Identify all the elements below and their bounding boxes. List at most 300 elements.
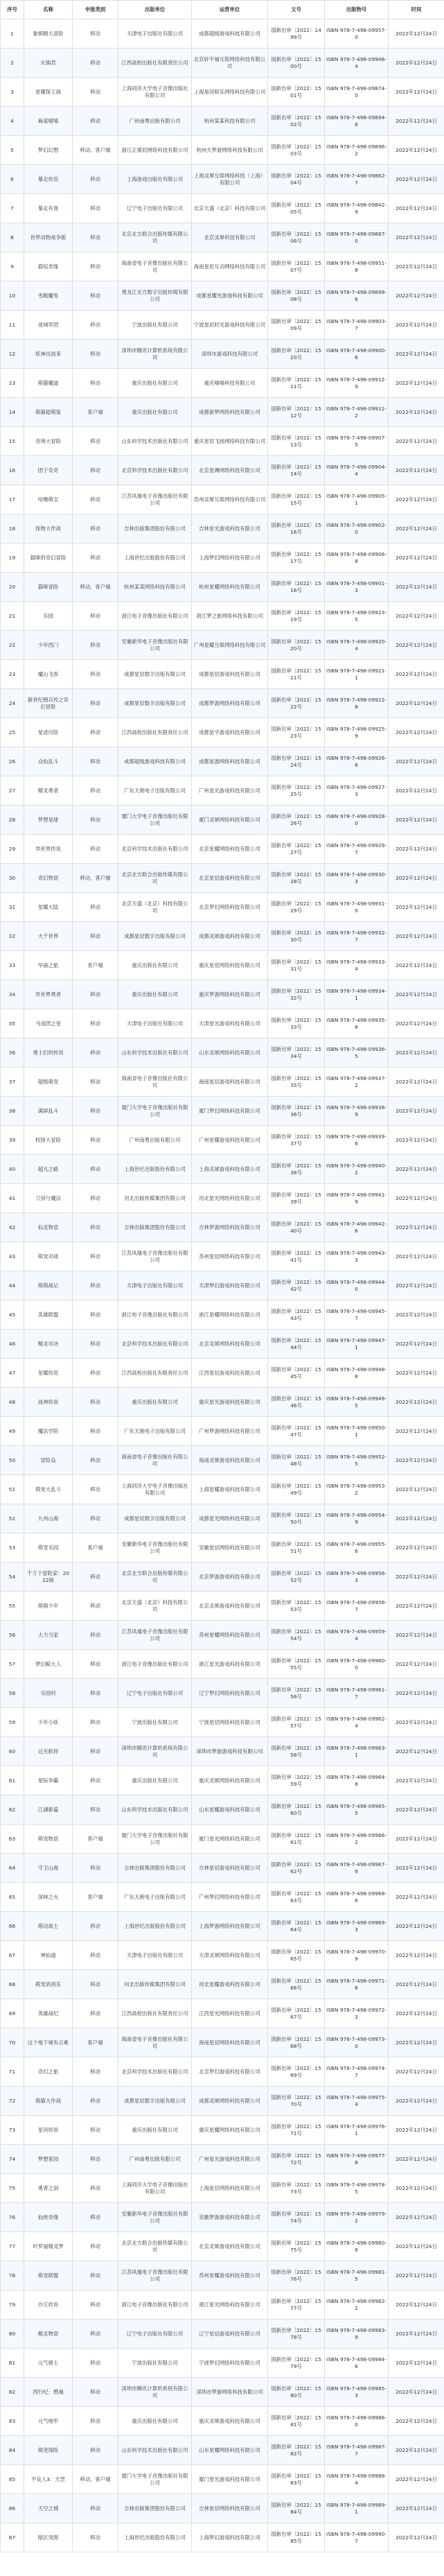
publisher-cell: 广东天朗电子出版有限公司 bbox=[118, 1883, 192, 1912]
table-row bbox=[1, 49, 444, 78]
name-cell: 火锅君 bbox=[24, 49, 73, 78]
table-row bbox=[1, 2320, 444, 2349]
date-cell: 2022年12月24日 bbox=[389, 1417, 444, 1446]
date-cell: 2022年12月24日 bbox=[389, 107, 444, 136]
name-cell: 精灵物语 bbox=[24, 2320, 73, 2349]
name-cell: 超凡之路 bbox=[24, 1155, 73, 1184]
category-cell: 移动 bbox=[73, 689, 118, 718]
date-cell: 2022年12月24日 bbox=[389, 2465, 444, 2494]
publisher-cell: 上海世纪出版股份有限公司 bbox=[118, 2523, 192, 2552]
publisher-cell: 厦门大学电子音像出版社有限公司 bbox=[118, 2465, 192, 2494]
approval-no-cell: 国新出审〔2022〕1565号 bbox=[268, 1941, 325, 1970]
operator-cell: 辽宁梦幻网络科技有限公司 bbox=[192, 1679, 268, 1708]
name-cell: 异世界传说 bbox=[24, 835, 73, 864]
category-cell: 移动 bbox=[73, 49, 118, 78]
publisher-cell: 江苏凤凰电子音像出版社有限公司 bbox=[118, 1242, 192, 1271]
publisher-cell: 宁波出版社有限公司 bbox=[118, 2349, 192, 2378]
publisher-cell: 厦门大学电子音像出版社有限公司 bbox=[118, 1097, 192, 1126]
table-row bbox=[1, 2087, 444, 2116]
table-row bbox=[1, 2028, 444, 2057]
approval-no-cell: 国新出审〔2022〕1555号 bbox=[268, 1650, 325, 1679]
approval-no-cell: 国新出审〔2022〕1534号 bbox=[268, 1038, 325, 1068]
index-cell: 63 bbox=[1, 1825, 24, 1854]
approval-no-cell: 国新出审〔2022〕1552号 bbox=[268, 1563, 325, 1592]
category-cell: 移动 bbox=[73, 2407, 118, 2436]
index-cell: 46 bbox=[1, 1330, 24, 1359]
table-row bbox=[1, 1999, 444, 2028]
date-cell: 2022年12月24日 bbox=[389, 1068, 444, 1097]
operator-cell: 北京灵犀游戏科技有限公司 bbox=[192, 2232, 268, 2261]
approval-no-cell: 国新出审〔2022〕1579号 bbox=[268, 2349, 325, 2378]
operator-cell: 重庆星光游戏科技有限公司 bbox=[192, 1388, 268, 1417]
category-cell: 移动、客户端 bbox=[73, 864, 118, 893]
isbn-cell: ISBN 978-7-498-09842-9 bbox=[325, 194, 389, 223]
operator-cell: 厦门梦幻网络科技有限公司 bbox=[192, 1097, 268, 1126]
approval-no-cell: 国新出审〔2022〕1537号 bbox=[268, 1126, 325, 1155]
date-cell: 2022年12月24日 bbox=[389, 223, 444, 252]
table-row bbox=[1, 136, 444, 165]
approval-no-cell: 国新出审〔2022〕1569号 bbox=[268, 2057, 325, 2087]
name-cell: 梦想家园 bbox=[24, 2145, 73, 2174]
table-row bbox=[1, 922, 444, 951]
name-cell: 元气地牢 bbox=[24, 2407, 73, 2436]
approval-no-cell: 国新出审〔2022〕1566号 bbox=[268, 1970, 325, 1999]
category-cell: 移动 bbox=[73, 2494, 118, 2523]
isbn-cell: ISBN 978-7-498-09976-1 bbox=[325, 2116, 389, 2145]
category-cell: 移动 bbox=[73, 1970, 118, 1999]
publisher-cell: 重庆出版社有限公司 bbox=[118, 980, 192, 1009]
isbn-cell: ISBN 978-7-498-09927-3 bbox=[325, 776, 389, 806]
table-row bbox=[1, 1883, 444, 1912]
operator-cell: 深圳市游戏科技有限公司 bbox=[192, 340, 268, 369]
publisher-cell: 吉林出版集团股份有限公司 bbox=[118, 1213, 192, 1242]
index-cell: 47 bbox=[1, 1359, 24, 1388]
operator-cell: 成都游梦网络科技有限公司 bbox=[192, 398, 268, 427]
approval-no-cell: 国新出审〔2022〕1525号 bbox=[268, 776, 325, 806]
date-cell: 2022年12月24日 bbox=[389, 1883, 444, 1912]
name-cell: 沙丘传说 bbox=[24, 2290, 73, 2320]
index-cell: 73 bbox=[1, 2116, 24, 2145]
index-cell: 53 bbox=[1, 1533, 24, 1563]
table-row bbox=[1, 1009, 444, 1038]
isbn-cell: ISBN 978-7-498-09989-1 bbox=[325, 2494, 389, 2523]
name-cell: 仙灵物语 bbox=[24, 1213, 73, 1242]
approval-no-cell: 国新出审〔2022〕1511号 bbox=[268, 369, 325, 398]
operator-cell: 杭州某某科技有限公司 bbox=[192, 107, 268, 136]
name-cell: 萌猫超萌宴 bbox=[24, 398, 73, 427]
name-cell: 萌萌少年 bbox=[24, 1592, 73, 1621]
operator-cell: 北京梦幻游戏科技有限公司 bbox=[192, 2057, 268, 2087]
approval-no-cell: 国新出审〔2022〕1547号 bbox=[268, 1417, 325, 1446]
date-cell: 2022年12月24日 bbox=[389, 1038, 444, 1068]
category-cell: 移动 bbox=[73, 2523, 118, 2552]
operator-cell: 天津星光游戏科技有限公司 bbox=[192, 1009, 268, 1038]
category-cell: 移动 bbox=[73, 1155, 118, 1184]
category-cell: 移动 bbox=[73, 1621, 118, 1650]
operator-cell: 上海灵犀互娱网络科技（上海）有限公司 bbox=[192, 165, 268, 194]
index-cell: 31 bbox=[1, 893, 24, 922]
publisher-cell: 重庆出版社有限公司 bbox=[118, 398, 192, 427]
isbn-cell: ISBN 978-7-498-09952-5 bbox=[325, 1446, 389, 1475]
operator-cell: 杭州星耀网络科技有限公司 bbox=[192, 573, 268, 602]
operator-cell: 厦门星光网络科技有限公司 bbox=[192, 1825, 268, 1854]
approval-no-cell: 国新出审〔2022〕1517号 bbox=[268, 543, 325, 573]
isbn-cell: ISBN 978-7-498-09955-6 bbox=[325, 1533, 389, 1563]
table-row bbox=[1, 747, 444, 776]
operator-cell: 重庆梦游网络科技有限公司 bbox=[192, 980, 268, 1009]
approval-no-cell: 国新出审〔2022〕1509号 bbox=[268, 311, 325, 340]
approval-no-cell: 国新出审〔2022〕1506号 bbox=[268, 223, 325, 252]
index-cell: 85 bbox=[1, 2465, 24, 2494]
date-cell: 2022年12月24日 bbox=[389, 980, 444, 1009]
table-row bbox=[1, 1068, 444, 1097]
approval-no-cell: 国新出审〔2022〕1560号 bbox=[268, 1795, 325, 1825]
category-cell: 移动 bbox=[73, 281, 118, 311]
publisher-cell: 深圳市腾讯计算机系统有限公司 bbox=[118, 2378, 192, 2407]
operator-cell: 重庆星宸飞扬网络科技有限公司 bbox=[192, 427, 268, 456]
category-cell: 客户端 bbox=[73, 951, 118, 980]
approval-no-cell: 国新出审〔2022〕1532号 bbox=[268, 980, 325, 1009]
index-cell: 2 bbox=[1, 49, 24, 78]
approval-no-cell: 国新出审〔2022〕1526号 bbox=[268, 806, 325, 835]
name-cell: 雪殿魔兔 bbox=[24, 281, 73, 311]
table-row bbox=[1, 2465, 444, 2494]
publisher-cell: 成都星辰数字出版有限公司 bbox=[118, 689, 192, 718]
category-cell: 移动 bbox=[73, 1737, 118, 1766]
approval-no-cell: 国新出审〔2022〕1574号 bbox=[268, 2203, 325, 2232]
category-cell: 移动 bbox=[73, 718, 118, 747]
date-cell: 2022年12月24日 bbox=[389, 398, 444, 427]
table-row bbox=[1, 1038, 444, 1068]
table-row bbox=[1, 2523, 444, 2552]
category-cell: 移动 bbox=[73, 543, 118, 573]
isbn-cell: ISBN 978-7-498-09940-2 bbox=[325, 1155, 389, 1184]
name-cell: 咕噜萌宝 bbox=[24, 485, 73, 514]
index-cell: 44 bbox=[1, 1271, 24, 1300]
table-row bbox=[1, 1475, 444, 1504]
publisher-cell: 吉林出版集团股份有限公司 bbox=[118, 1854, 192, 1883]
header-category: 申报类别 bbox=[73, 1, 118, 19]
operator-cell: 上海星耀游戏科技有限公司 bbox=[192, 1475, 268, 1504]
category-cell: 移动 bbox=[73, 1795, 118, 1825]
category-cell: 移动 bbox=[73, 223, 118, 252]
table-row bbox=[1, 485, 444, 514]
operator-cell: 上海梦幻网络科技有限公司 bbox=[192, 543, 268, 573]
operator-cell: 重庆灵犀网络科技有限公司 bbox=[192, 1766, 268, 1795]
approval-no-cell: 国新出审〔2022〕1520号 bbox=[268, 631, 325, 660]
name-cell: 猫咪冒险 bbox=[24, 573, 73, 602]
publisher-cell: 重庆出版社有限公司 bbox=[118, 2116, 192, 2145]
approval-no-cell: 国新出审〔2022〕1584号 bbox=[268, 2494, 325, 2523]
approval-no-cell: 国新出审〔2022〕1582号 bbox=[268, 2436, 325, 2465]
approval-no-cell: 国新出审〔2022〕1564号 bbox=[268, 1912, 325, 1941]
name-cell: 星际争霸 bbox=[24, 1766, 73, 1795]
date-cell: 2022年12月24日 bbox=[389, 2232, 444, 2261]
operator-cell: 广州星光游戏科技有限公司 bbox=[192, 776, 268, 806]
table-row bbox=[1, 456, 444, 485]
isbn-cell: ISBN 978-7-498-09962-4 bbox=[325, 1708, 389, 1737]
category-cell: 移动 bbox=[73, 2145, 118, 2174]
date-cell: 2022年12月24日 bbox=[389, 340, 444, 369]
category-cell: 移动 bbox=[73, 1213, 118, 1242]
header-isbn: 出版物号 bbox=[325, 1, 389, 19]
name-cell: 守卫山海 bbox=[24, 1854, 73, 1883]
date-cell: 2022年12月24日 bbox=[389, 1970, 444, 1999]
publisher-cell: 上海同济大学电子音像出版社有限公司 bbox=[118, 1475, 192, 1504]
date-cell: 2022年12月24日 bbox=[389, 1504, 444, 1533]
table-row bbox=[1, 2057, 444, 2087]
operator-cell: 成都梦游网络科技有限公司 bbox=[192, 689, 268, 718]
approval-no-cell: 国新出审〔2022〕1528号 bbox=[268, 864, 325, 893]
operator-cell: 北京梦幻网络科技有限公司 bbox=[192, 893, 268, 922]
category-cell: 移动 bbox=[73, 2232, 118, 2261]
date-cell: 2022年12月24日 bbox=[389, 1359, 444, 1388]
category-cell: 客户端 bbox=[73, 1883, 118, 1912]
name-cell: 精灵对决 bbox=[24, 1330, 73, 1359]
category-cell: 客户端 bbox=[73, 1533, 118, 1563]
header-operator: 运营单位 bbox=[192, 1, 268, 19]
approval-no-cell: 国新出审〔2022〕1543号 bbox=[268, 1300, 325, 1330]
publisher-cell: 广东天朗电子出版有限公司 bbox=[118, 1417, 192, 1446]
operator-cell: 北京灵犀科技有限公司 bbox=[192, 223, 268, 252]
index-cell: 68 bbox=[1, 1970, 24, 1999]
publisher-cell: 山东科学技术出版社有限公司 bbox=[118, 1795, 192, 1825]
name-cell: 萌宠大乱斗 bbox=[24, 1475, 73, 1504]
date-cell: 2022年12月24日 bbox=[389, 194, 444, 223]
operator-cell: 宁波梦幻网络科技有限公司 bbox=[192, 2349, 268, 2378]
index-cell: 1 bbox=[1, 19, 24, 49]
approval-no-cell: 国新出审〔2022〕1515号 bbox=[268, 485, 325, 514]
name-cell: 暴走传说 bbox=[24, 165, 73, 194]
date-cell: 2022年12月24日 bbox=[389, 456, 444, 485]
isbn-cell: ISBN 978-7-498-09926-6 bbox=[325, 747, 389, 776]
name-cell: 元气骑士 bbox=[24, 2349, 73, 2378]
approval-no-cell: 国新出审〔2022〕1502号 bbox=[268, 107, 325, 136]
isbn-cell: ISBN 978-7-498-09944-0 bbox=[325, 1271, 389, 1300]
date-cell: 2022年12月24日 bbox=[389, 660, 444, 689]
category-cell: 移动 bbox=[73, 1475, 118, 1504]
table-row bbox=[1, 2290, 444, 2320]
index-cell: 34 bbox=[1, 980, 24, 1009]
table-row bbox=[1, 2232, 444, 2261]
table-row bbox=[1, 2261, 444, 2290]
approval-no-cell: 国新出审〔2022〕1545号 bbox=[268, 1359, 325, 1388]
name-cell: 麻雀嘻嘻 bbox=[24, 107, 73, 136]
isbn-cell: ISBN 978-7-498-09887-0 bbox=[325, 223, 389, 252]
isbn-cell: ISBN 978-7-498-09983-9 bbox=[325, 2320, 389, 2349]
index-cell: 59 bbox=[1, 1708, 24, 1737]
date-cell: 2022年12月24日 bbox=[389, 1854, 444, 1883]
isbn-cell: ISBN 978-7-498-09982-2 bbox=[325, 2290, 389, 2320]
name-cell: 异世界勇者 bbox=[24, 980, 73, 1009]
publisher-cell: 山东科学技术出版社有限公司 bbox=[118, 2436, 192, 2465]
date-cell: 2022年12月24日 bbox=[389, 2290, 444, 2320]
date-cell: 2022年12月24日 bbox=[389, 1912, 444, 1941]
isbn-cell: ISBN 978-7-498-09902-0 bbox=[325, 514, 389, 543]
date-cell: 2022年12月24日 bbox=[389, 573, 444, 602]
date-cell: 2022年12月24日 bbox=[389, 2349, 444, 2378]
name-cell: 校园大冒险 bbox=[24, 1126, 73, 1155]
publisher-cell: 江苏凤凰电子音像出版社有限公司 bbox=[118, 1621, 192, 1650]
operator-cell: 浙江星耀网络科技有限公司 bbox=[192, 1300, 268, 1330]
approval-no-cell: 国新出审〔2022〕1577号 bbox=[268, 2290, 325, 2320]
category-cell: 移动 bbox=[73, 1679, 118, 1708]
isbn-cell: ISBN 978-7-498-09898-6 bbox=[325, 281, 389, 311]
date-cell: 2022年12月24日 bbox=[389, 2116, 444, 2145]
date-cell: 2022年12月24日 bbox=[389, 369, 444, 398]
table-row bbox=[1, 718, 444, 747]
index-cell: 37 bbox=[1, 1068, 24, 1097]
operator-cell: 江西星光网络科技有限公司 bbox=[192, 1999, 268, 2028]
isbn-cell: ISBN 978-7-498-09968-6 bbox=[325, 1883, 389, 1912]
table-row bbox=[1, 369, 444, 398]
operator-cell: 重庆喵喵科技有限公司 bbox=[192, 369, 268, 398]
date-cell: 2022年12月24日 bbox=[389, 252, 444, 281]
category-cell: 移动 bbox=[73, 1999, 118, 2028]
category-cell: 移动 bbox=[73, 2261, 118, 2290]
index-cell: 55 bbox=[1, 1592, 24, 1621]
category-cell: 移动 bbox=[73, 252, 118, 281]
operator-cell: 广州星耀游戏科技有限公司 bbox=[192, 1126, 268, 1155]
approval-no-cell: 国新出审〔2022〕1514号 bbox=[268, 456, 325, 485]
category-cell: 移动 bbox=[73, 2349, 118, 2378]
category-cell: 移动 bbox=[73, 1650, 118, 1679]
isbn-cell: ISBN 978-7-498-09975-4 bbox=[325, 2087, 389, 2116]
date-cell: 2022年12月24日 bbox=[389, 951, 444, 980]
isbn-cell: ISBN 978-7-498-09920-4 bbox=[325, 631, 389, 660]
date-cell: 2022年12月24日 bbox=[389, 2174, 444, 2203]
index-cell: 33 bbox=[1, 951, 24, 980]
publisher-cell: 辽宁电子出版社有限公司 bbox=[118, 2320, 192, 2349]
category-cell: 移动 bbox=[73, 1359, 118, 1388]
date-cell: 2022年12月24日 bbox=[389, 1330, 444, 1359]
table-row bbox=[1, 660, 444, 689]
approval-no-cell: 国新出审〔2022〕1556号 bbox=[268, 1679, 325, 1708]
publisher-cell: 深圳市腾讯计算机系统有限公司 bbox=[118, 1737, 192, 1766]
category-cell: 移动 bbox=[73, 107, 118, 136]
approval-no-cell: 国新出审〔2022〕1533号 bbox=[268, 1009, 325, 1038]
approval-no-cell: 国新出审〔2022〕1538号 bbox=[268, 1155, 325, 1184]
approval-no-cell: 国新出审〔2022〕1503号 bbox=[268, 136, 325, 165]
approval-no-cell: 国新出审〔2022〕1578号 bbox=[268, 2320, 325, 2349]
category-cell: 移动 bbox=[73, 1068, 118, 1097]
date-cell: 2022年12月24日 bbox=[389, 1184, 444, 1213]
operator-cell: 成都星光网络科技有限公司 bbox=[192, 1504, 268, 1533]
approval-no-cell: 国新出审〔2022〕1512号 bbox=[268, 398, 325, 427]
index-cell: 19 bbox=[1, 543, 24, 573]
operator-cell: 山东星耀网络科技有限公司 bbox=[192, 2436, 268, 2465]
name-cell: 象棋精大冒险 bbox=[24, 19, 73, 49]
isbn-cell: ISBN 978-7-498-09972-3 bbox=[325, 1999, 389, 2028]
approval-no-cell: 国新出审〔2022〕1536号 bbox=[268, 1097, 325, 1126]
name-cell: 少年小妖 bbox=[24, 1708, 73, 1737]
publisher-cell: 广州南粤出版有限公司 bbox=[118, 107, 192, 136]
name-cell: 萌宠探险 bbox=[24, 2436, 73, 2465]
name-cell: 萌萌战记 bbox=[24, 1271, 73, 1300]
category-cell: 移动 bbox=[73, 2174, 118, 2203]
category-cell: 移动 bbox=[73, 893, 118, 922]
approval-no-cell: 国新出审〔2022〕1573号 bbox=[268, 2174, 325, 2203]
isbn-cell: ISBN 978-7-498-09950-1 bbox=[325, 1417, 389, 1446]
isbn-cell: ISBN 978-7-498-09938-9 bbox=[325, 1097, 389, 1126]
publisher-cell: 浙江正睿辰网络科技有限公司 bbox=[118, 136, 192, 165]
isbn-cell: ISBN 978-7-498-09948-8 bbox=[325, 1359, 389, 1388]
approval-no-cell: 国新出审〔2022〕1585号 bbox=[268, 2523, 325, 2552]
isbn-cell: ISBN 978-7-498-09967-9 bbox=[325, 1854, 389, 1883]
table-row bbox=[1, 893, 444, 922]
table-row bbox=[1, 1155, 444, 1184]
name-cell: 萌猫魔道 bbox=[24, 369, 73, 398]
date-cell: 2022年12月24日 bbox=[389, 2261, 444, 2290]
isbn-cell: ISBN 978-7-498-09906-8 bbox=[325, 543, 389, 573]
operator-cell: 海南星辰游戏科技有限公司 bbox=[192, 1068, 268, 1097]
category-cell: 移动 bbox=[73, 311, 118, 340]
index-cell: 72 bbox=[1, 2087, 24, 2116]
category-cell: 移动 bbox=[73, 1300, 118, 1330]
approval-no-cell: 国新出审〔2022〕1570号 bbox=[268, 2087, 325, 2116]
table-row bbox=[1, 1825, 444, 1854]
index-cell: 66 bbox=[1, 1912, 24, 1941]
date-cell: 2022年12月24日 bbox=[389, 602, 444, 631]
publisher-cell: 宁波出版社有限公司 bbox=[118, 311, 192, 340]
publisher-cell: 北京科学技术出版社有限公司 bbox=[118, 1330, 192, 1359]
approval-no-cell: 国新出审〔2022〕1561号 bbox=[268, 1825, 325, 1854]
date-cell: 2022年12月24日 bbox=[389, 1737, 444, 1766]
table-row bbox=[1, 2174, 444, 2203]
publisher-cell: 海南省电子音像出版社有限公司 bbox=[118, 252, 192, 281]
date-cell: 2022年12月24日 bbox=[389, 1126, 444, 1155]
date-cell: 2022年12月24日 bbox=[389, 1475, 444, 1504]
category-cell: 移动 bbox=[73, 2320, 118, 2349]
table-row bbox=[1, 340, 444, 369]
date-cell: 2022年12月24日 bbox=[389, 2320, 444, 2349]
table-row bbox=[1, 1533, 444, 1563]
publisher-cell: 成都星辰数字出版有限公司 bbox=[118, 922, 192, 951]
table-row bbox=[1, 2349, 444, 2378]
operator-cell: 河北星光网络科技有限公司 bbox=[192, 1184, 268, 1213]
isbn-cell: ISBN 978-7-498-09932-7 bbox=[325, 922, 389, 951]
category-cell: 移动 bbox=[73, 514, 118, 543]
operator-cell: 广州星耀互娱网络科技有限公司 bbox=[192, 631, 268, 660]
name-cell: 萌宠乐园 bbox=[24, 1533, 73, 1563]
isbn-cell: ISBN 978-7-498-09990-7 bbox=[325, 2523, 389, 2552]
date-cell: 2022年12月24日 bbox=[389, 1708, 444, 1737]
category-cell: 移动 bbox=[73, 1563, 118, 1592]
index-cell: 67 bbox=[1, 1941, 24, 1970]
index-cell: 65 bbox=[1, 1883, 24, 1912]
category-cell: 移动 bbox=[73, 806, 118, 835]
category-cell: 移动 bbox=[73, 1766, 118, 1795]
table-row bbox=[1, 1795, 444, 1825]
category-cell: 移动 bbox=[73, 340, 118, 369]
operator-cell: 江西星辰游戏科技有限公司 bbox=[192, 1359, 268, 1388]
publisher-cell: 成都超级游戏科技有限公司 bbox=[118, 747, 192, 776]
category-cell: 移动 bbox=[73, 776, 118, 806]
publisher-cell: 厦门大学电子音像出版社有限公司 bbox=[118, 806, 192, 835]
index-cell: 86 bbox=[1, 2494, 24, 2523]
operator-cell: 北京星渊网络科技有限公司 bbox=[192, 456, 268, 485]
table-row bbox=[1, 1504, 444, 1533]
category-cell: 移动 bbox=[73, 2290, 118, 2320]
name-cell: 萌宠对战 bbox=[24, 1242, 73, 1271]
name-cell: 深林之火 bbox=[24, 1883, 73, 1912]
index-cell: 29 bbox=[1, 835, 24, 864]
table-row bbox=[1, 1271, 444, 1300]
approval-no-cell: 国新出审〔2022〕1583号 bbox=[268, 2465, 325, 2494]
name-cell: 满屏乱斗 bbox=[24, 1097, 73, 1126]
name-cell: 冒险岛 bbox=[24, 1446, 73, 1475]
approval-no-cell: 国新出审〔2022〕1527号 bbox=[268, 835, 325, 864]
